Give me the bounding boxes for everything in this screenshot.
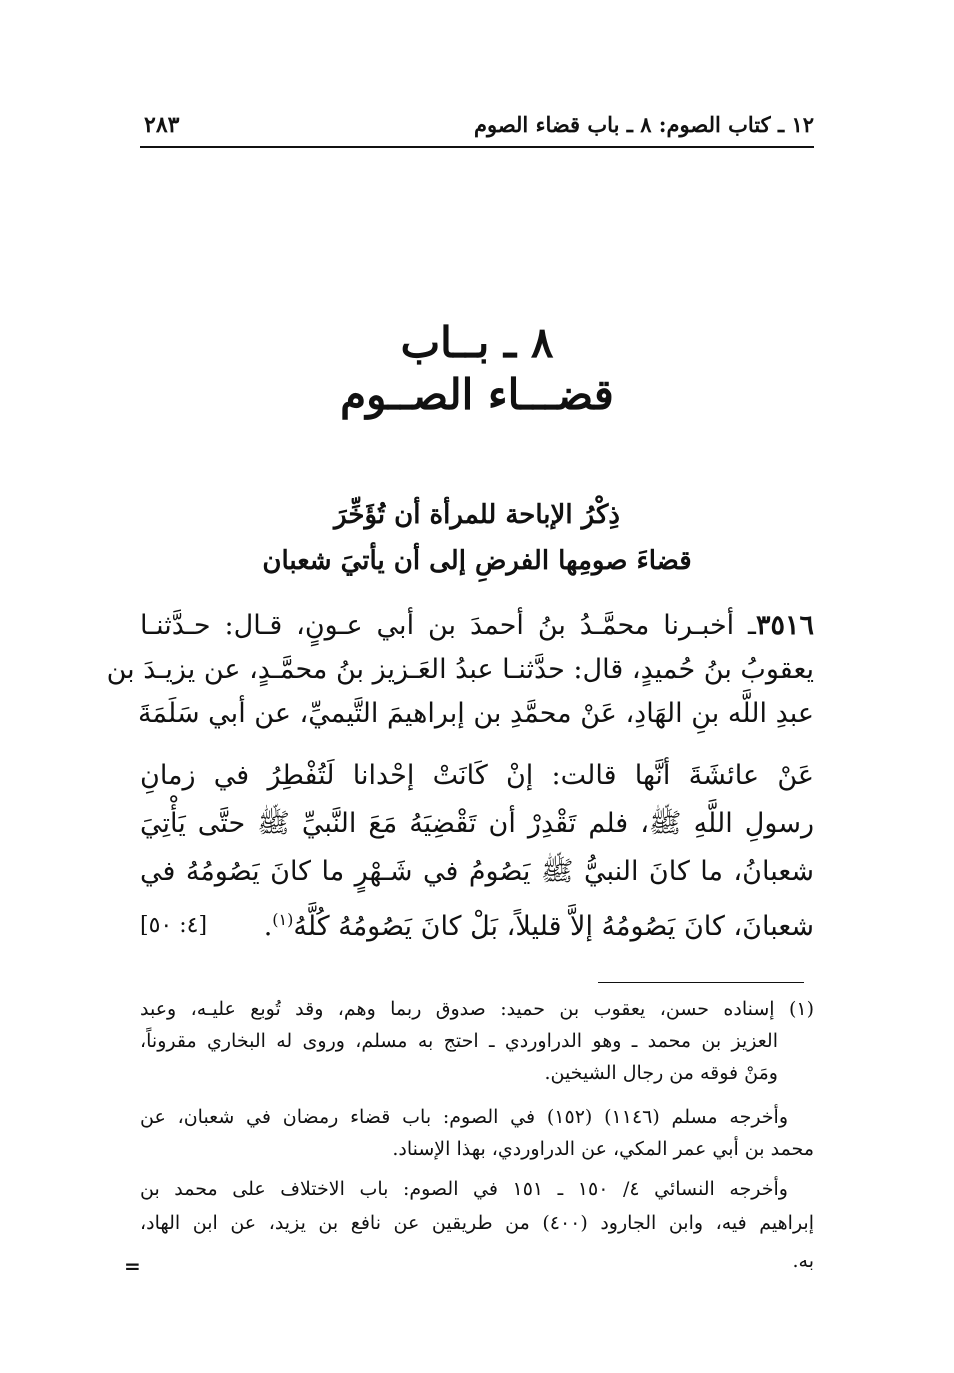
continuation-mark: =	[124, 1254, 141, 1278]
hadith-matn-line-3: شعبانُ، ما كانَ النبيُّ ﷺ يَصُومُ في شَـهْرٍ ما كانَ يَصُومُهُ في	[140, 856, 814, 887]
page-number: ٢٨٣	[144, 112, 180, 138]
section-heading-line-1: ذِكْرُ الإباحة للمرأة أن تُؤَخِّرَ	[334, 500, 620, 530]
hadith-number: ٣٥١٦	[755, 610, 814, 641]
hadith-line-1	[140, 606, 814, 646]
running-title: ١٢ ـ كتاب الصوم: ٨ ـ باب قضاء الصوم	[473, 112, 814, 137]
hadith-matn-line-4	[140, 900, 814, 940]
reference: [٤: ٥٠]	[140, 913, 208, 938]
footnote-line-1: (١) إسناده حسن، يعقوب بن حميد: صدوق ربما وهم، وقد تُوبع عليـه، وعبد	[140, 998, 814, 1020]
footnote-marker: (١)	[272, 910, 294, 929]
section-heading-line-2: قضاءَ صومِها الفرضِ إلى أن يأتيَ شعبان	[262, 546, 692, 576]
page-header	[140, 112, 814, 148]
hadith-matn-line-2: رسولِ اللَّهِ ﷺ، فلم تَقْدِرْ أن تَقْضِيَهُ مَعَ النَّبيِّ ﷺ حتَّى يَأْتِيَ	[140, 808, 814, 839]
hadith-line-2: يعقوبُ بنُ حُميدٍ، قال: حدَّثنـا عبدُ العَـزيز بنُ محمَّـدٍ، عن يزيـدَ بن	[106, 654, 814, 685]
hadith-line-3: عبدِ اللَّه بنِ الهَادِ، عَنْ محمَّدِ بن إبراهيمَ التَّيميِّ، عن أبي سَلَمَةَ	[137, 698, 814, 729]
chapter-title: قضـــاء الصــوم	[340, 370, 614, 419]
footnote-line-6: وأخرجه النسائي ٤/ ١٥٠ ـ ١٥١ في الصوم: باب الاختلاف على محمد بن	[140, 1178, 788, 1200]
footnote-line-3: ومَنْ فوقه من رجال الشيخين.	[544, 1062, 778, 1084]
footnote-line-7: إبراهيم فيه، وابن الجارود (٤٠٠) من طريقين عن نافع بن يزيد، عن ابن الهاد،	[140, 1212, 814, 1234]
footnote-line-5: محمد بن أبي عمر المكي، عن الدراوردي، بهذا الإسناد.	[392, 1138, 814, 1160]
footnote-divider	[598, 982, 804, 983]
period: .	[263, 911, 273, 942]
chapter-number: ٨ ـ بــاب	[400, 318, 554, 367]
footnote-line-8: به.	[792, 1250, 814, 1272]
hadith-text: شعبانَ، كانَ يَصُومُهُ إلاَّ قليلاً، بَلْ كانَ يَصُومُهُ كُلَّهُ	[293, 911, 814, 942]
footnote-line-4: وأخرجه مسلم (١١٤٦) (١٥٢) في الصوم: باب قضاء رمضان في شعبان، عن	[140, 1106, 788, 1128]
hadith-matn-line-1: عَنْ عائشَةَ أنَّها قالت: إنْ كَانَتْ إحْدانا لَتُفْطِرُ في زمانِ	[140, 760, 814, 791]
hadith-text: ـ أخبـرنا محمَّـدُ بنُ أحمدَ بن أبي عـونٍ، قـال: حـدَّثنـا	[140, 610, 756, 641]
footnote-line-2: العزيز بن محمد ـ وهو الدراوردي ـ احتج به مسلم، وروى له البخاري مقروناً،	[140, 1030, 778, 1052]
